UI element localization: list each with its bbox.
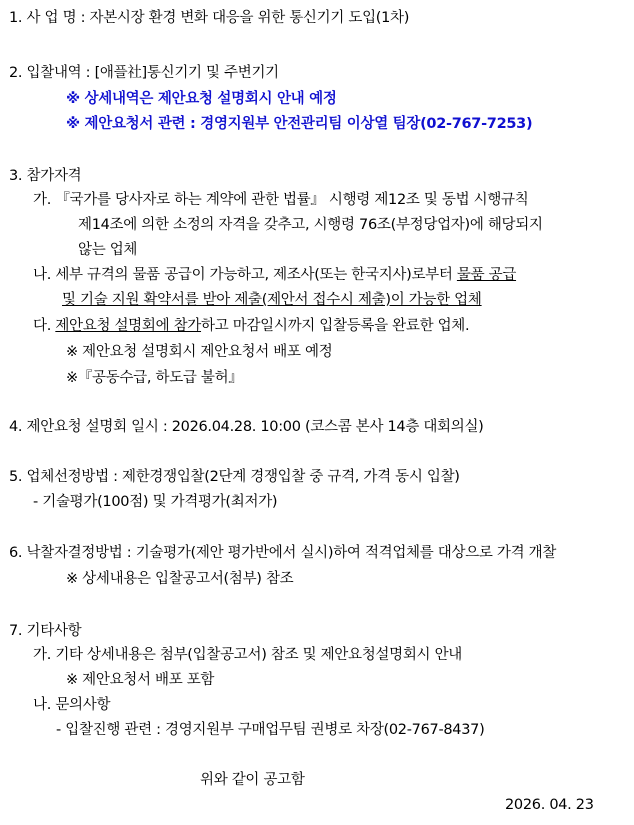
qualification-da-underlined: 제안요청 설명회에 참가	[55, 318, 202, 334]
qualification-na-text: 나. 세부 규격의 물품 공급이 가능하고, 제조사(또는 한국지사)로부터	[33, 267, 457, 283]
qualification-ga-line3: 않는 업체	[78, 242, 138, 258]
qualification-da-rest: 하고 마감일시까지 입찰등록을 완료한 업체.	[201, 318, 470, 334]
qualification-ga-line1: 가. 『국가를 당사자로 하는 계약에 관한 법률』 시행령 제12조 및 동법 시행규칙	[33, 192, 529, 208]
note-proposal-included: ※ 제안요청서 배포 포함	[66, 672, 215, 688]
note-proposal-contact: ※ 제안요청서 관련 : 경영지원부 안전관리팀 이상열 팀장(02-767-7253)	[66, 116, 533, 132]
section-heading-other: 7. 기타사항	[9, 623, 82, 639]
qualification-na-underlined: 물품 공급	[456, 267, 517, 283]
item-award-method: 6. 낙찰자결정방법 : 기술평가(제안 평가반에서 실시)하여 적격업체를 대상으로 가격 개찰	[9, 545, 557, 561]
closing-statement: 위와 같이 공고함	[200, 772, 305, 788]
inquiry-contact-line: - 입찰진행 관련 : 경영지원부 구매업무팀 권병로 차장(02-767-8437)	[56, 722, 485, 738]
qualification-ga-line2: 제14조에 의한 소정의 자격을 갖추고, 시행령 76조(부정당업자)에 해당되지	[78, 217, 543, 233]
section-heading-qualifications: 3. 참가자격	[9, 168, 82, 184]
announcement-date: 2026. 04. 23	[505, 797, 594, 813]
qualification-da-prefix: 다.	[33, 318, 56, 334]
other-ga-line: 가. 기타 상세내용은 첨부(입찰공고서) 참조 및 제안요청설명회시 안내	[33, 647, 462, 663]
note-proposal-distribution: ※ 제안요청 설명회시 제안요청서 배포 예정	[66, 344, 333, 360]
item-selection-method: 5. 업체선정방법 : 제한경쟁입찰(2단계 경쟁입찰 중 규격, 가격 동시 입찰)	[9, 469, 460, 485]
item-briefing-datetime: 4. 제안요청 설명회 일시 : 2026.04.28. 10:00 (코스콤 본사 14층 대회의실)	[9, 419, 484, 435]
note-details-info: ※ 상세내역은 제안요청 설명회시 안내 예정	[66, 91, 337, 107]
item-project-name: 1. 사 업 명 : 자본시장 환경 변화 대응을 위한 통신기기 도입(1차)	[9, 10, 410, 26]
qualification-na-line1	[33, 265, 516, 285]
qualification-da-line	[33, 316, 469, 336]
note-no-joint-contract: ※『공동수급, 하도급 불허』	[66, 370, 243, 386]
selection-method-detail: - 기술평가(100점) 및 가격평가(최저가)	[33, 494, 278, 510]
note-award-reference: ※ 상세내용은 입찰공고서(첨부) 참조	[66, 571, 294, 587]
other-na-line: 나. 문의사항	[33, 697, 111, 713]
qualification-na-line2: 및 기술 지원 확약서를 받아 제출(제안서 접수시 제출)이 가능한 업체	[62, 292, 482, 308]
item-bid-details: 2. 입찰내역 : [애플社]통신기기 및 주변기기	[9, 65, 279, 81]
